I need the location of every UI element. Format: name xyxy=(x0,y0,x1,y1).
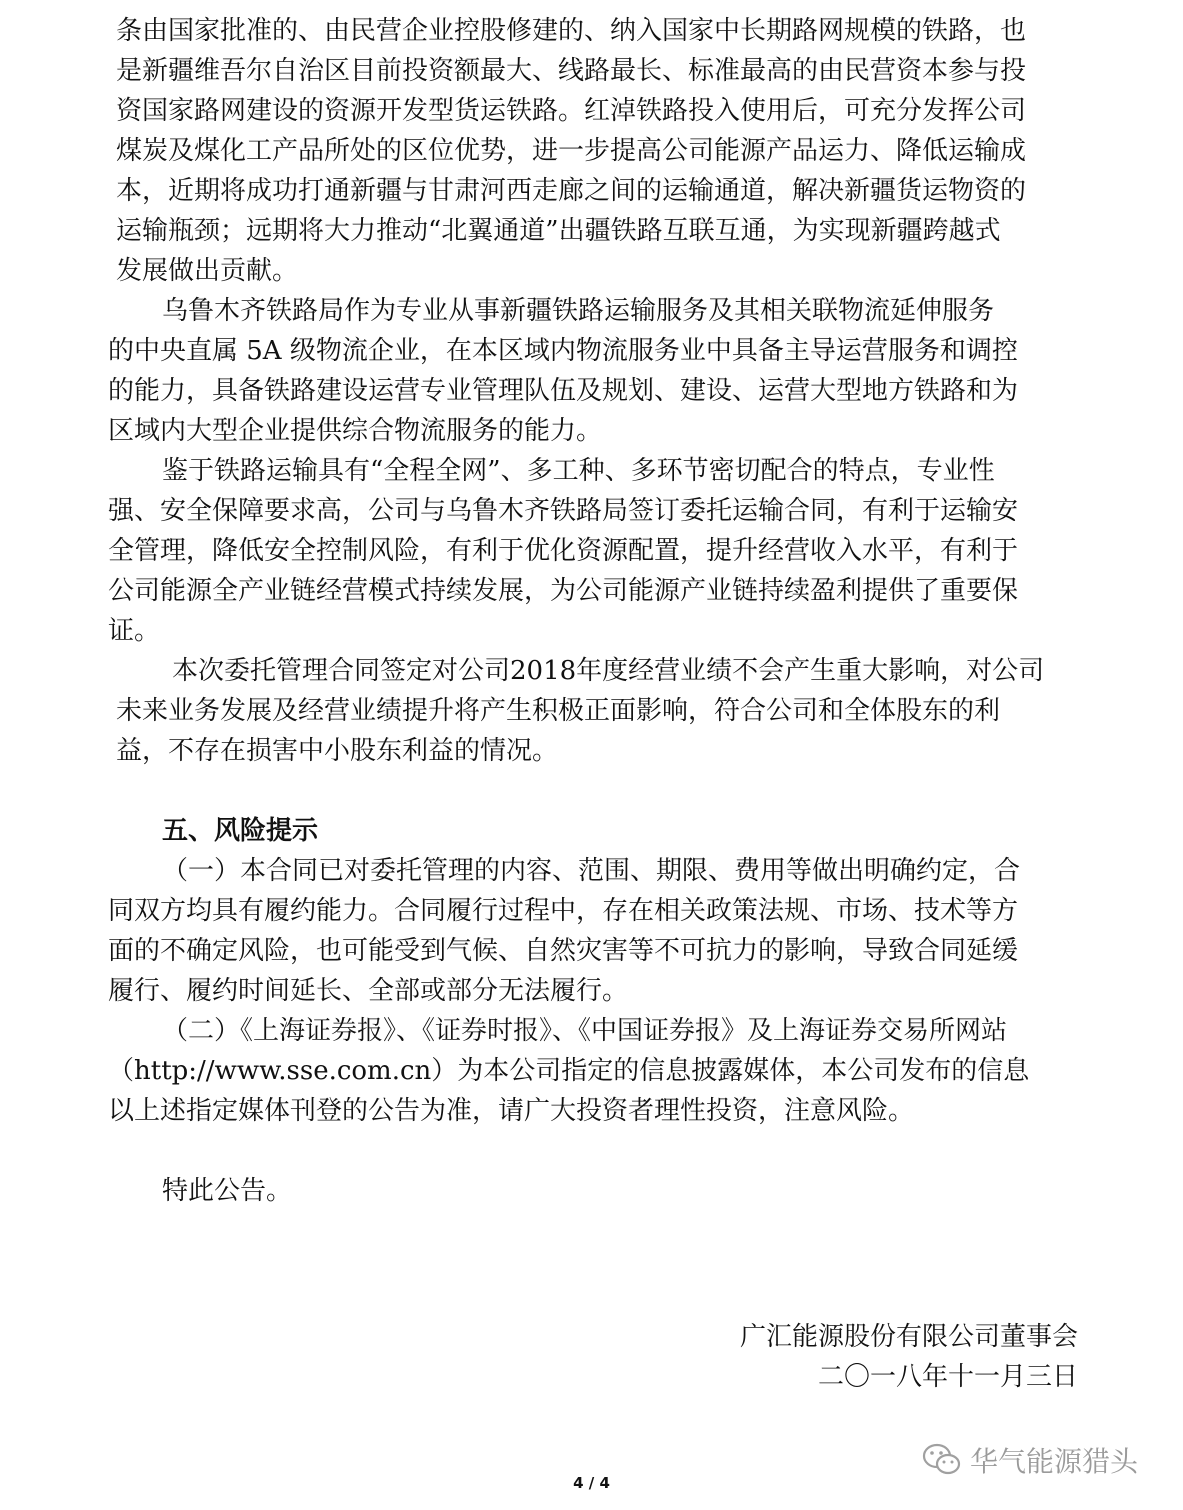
wechat-icon xyxy=(922,1443,962,1477)
risk-item-2-line: （http://www.sse.com.cn）为本公司指定的信息披露媒体，本公司发布的信息 xyxy=(108,1056,1030,1086)
paragraph-1-line: 是新疆维吾尔自治区目前投资额最大、线路最长、标准最高的由民营资本参与投 xyxy=(116,56,1027,86)
paragraph-2-line: 区域内大型企业提供综合物流服务的能力。 xyxy=(108,416,603,446)
closing-statement: 特此公告。 xyxy=(162,1176,293,1206)
paragraph-1-line: 发展做出贡献。 xyxy=(116,256,299,286)
paragraph-3-line: 鉴于铁路运输具有“全程全网”、多工种、多环节密切配合的特点，专业性 xyxy=(162,456,995,486)
page-number: 4 / 4 xyxy=(573,1474,610,1492)
risk-item-1-line: 同双方均具有履约能力。合同履行过程中，存在相关政策法规、市场、技术等方 xyxy=(108,896,1019,926)
risk-item-1-line: 履行、履约时间延长、全部或部分无法履行。 xyxy=(108,976,629,1006)
risk-item-2-line: 以上述指定媒体刊登的公告为准，请广大投资者理性投资，注意风险。 xyxy=(108,1096,915,1126)
paragraph-3-line: 强、安全保障要求高，公司与乌鲁木齐铁路局签订委托运输合同，有利于运输安 xyxy=(108,496,1019,526)
section-heading: 五、风险提示 xyxy=(162,816,319,846)
paragraph-4-line: 未来业务发展及经营业绩提升将产生积极正面影响，符合公司和全体股东的利 xyxy=(116,696,1001,726)
paragraph-4-line: 益，不存在损害中小股东利益的情况。 xyxy=(116,736,559,766)
paragraph-1-line: 煤炭及煤化工产品所处的区位优势，进一步提高公司能源产品运力、降低运输成 xyxy=(116,136,1027,166)
paragraph-2-line: 乌鲁木齐铁路局作为专业从事新疆铁路运输服务及其相关联物流延伸服务 xyxy=(162,296,995,326)
paragraph-3-line: 证。 xyxy=(108,616,161,646)
paragraph-4-line: 本次委托管理合同签定对公司2018年度经营业绩不会产生重大影响，对公司 xyxy=(172,656,1045,686)
watermark-text: 华气能源猎头 xyxy=(970,1445,1139,1478)
risk-item-1-line: （一）本合同已对委托管理的内容、范围、期限、费用等做出明确约定，合 xyxy=(162,856,1021,886)
paragraph-2-line: 的中央直属 5A 级物流企业，在本区域内物流服务业中具备主导运营服务和调控 xyxy=(108,336,1018,366)
signature-date: 二〇一八年十一月三日 xyxy=(817,1362,1078,1392)
paragraph-1-line: 资国家路网建设的资源开发型货运铁路。红淖铁路投入使用后，可充分发挥公司 xyxy=(116,96,1027,126)
paragraph-1-line: 本，近期将成功打通新疆与甘肃河西走廊之间的运输通道，解决新疆货运物资的 xyxy=(116,176,1027,206)
risk-item-2-line: （二）《上海证券报》、《证券时报》、《中国证券报》及上海证券交易所网站 xyxy=(162,1016,1008,1046)
paragraph-1-line: 运输瓶颈；远期将大力推动“北翼通道”出疆铁路互联互通，为实现新疆跨越式 xyxy=(116,216,1001,246)
paragraph-1-line: 条由国家批准的、由民营企业控股修建的、纳入国家中长期路网规模的铁路，也 xyxy=(116,16,1027,46)
paragraph-3-line: 全管理，降低安全控制风险，有利于优化资源配置，提升经营收入水平，有利于 xyxy=(108,536,1019,566)
signature-company: 广汇能源股份有限公司董事会 xyxy=(739,1322,1078,1352)
paragraph-2-line: 的能力，具备铁路建设运营专业管理队伍及规划、建设、运营大型地方铁路和为 xyxy=(108,376,1019,406)
risk-item-1-line: 面的不确定风险，也可能受到气候、自然灾害等不可抗力的影响，导致合同延缓 xyxy=(108,936,1019,966)
paragraph-3-line: 公司能源全产业链经营模式持续发展，为公司能源产业链持续盈利提供了重要保 xyxy=(108,576,1019,606)
